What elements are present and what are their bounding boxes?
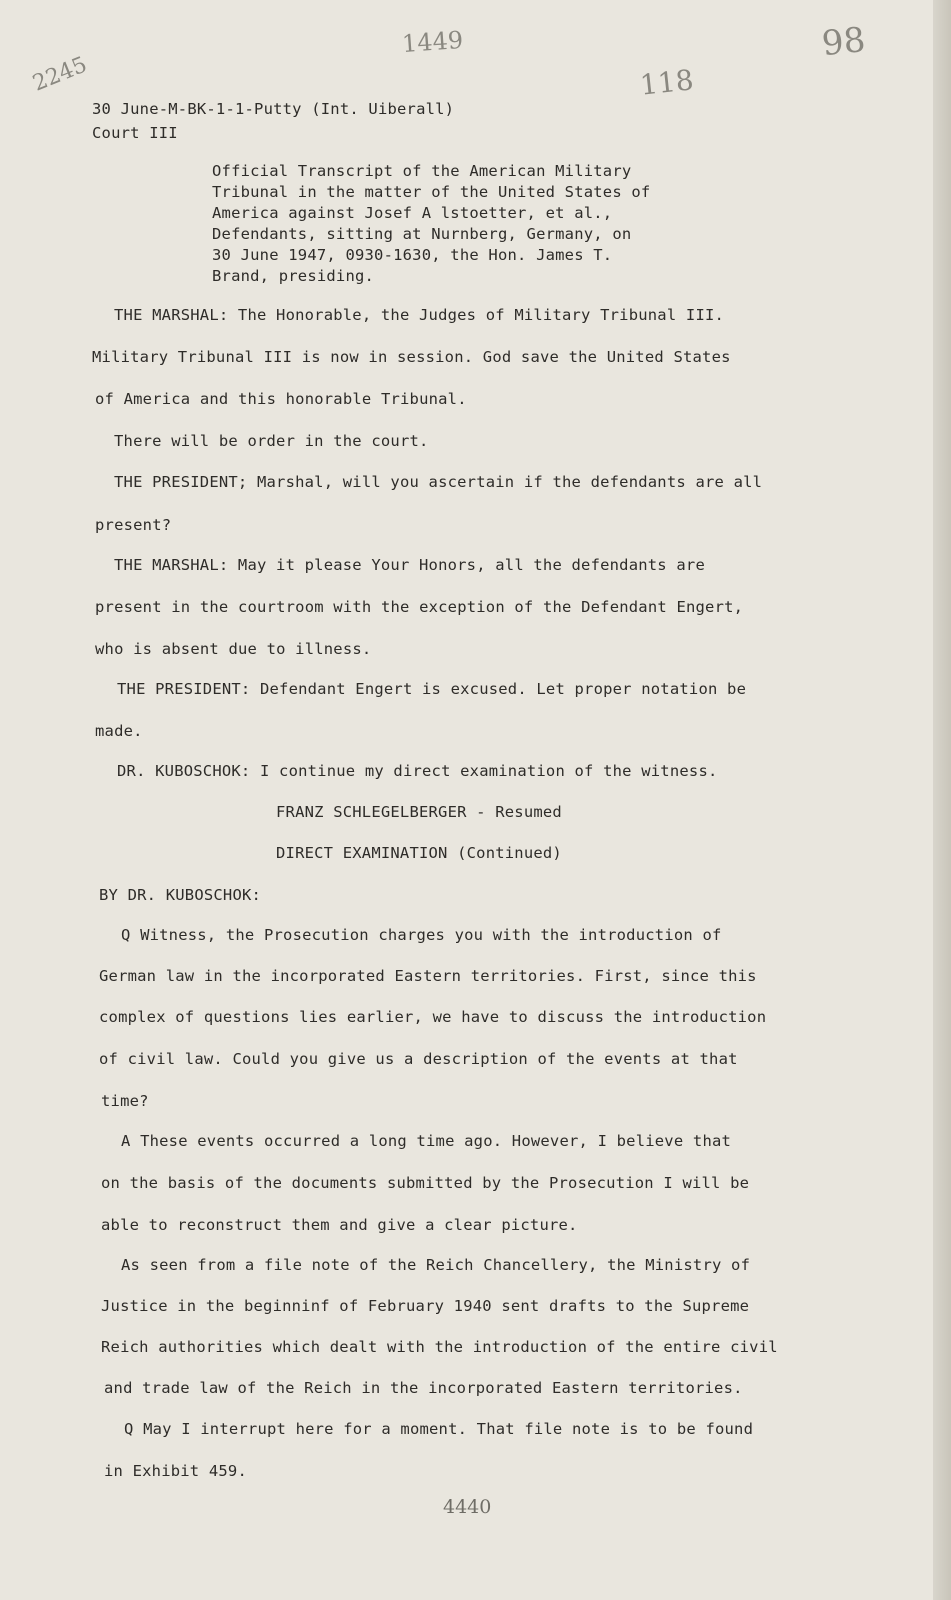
body-line: There will be order in the court. — [114, 432, 429, 450]
body-line: who is absent due to illness. — [95, 640, 372, 658]
page-number: 4440 — [443, 1496, 492, 1518]
body-line: complex of questions lies earlier, we have to discuss the introduction — [99, 1008, 767, 1026]
body-line: on the basis of the documents submitted by the Prosecution I will be — [101, 1174, 750, 1192]
page-edge-shadow — [933, 0, 951, 1600]
body-line: Q May I interrupt here for a moment. That file note is to be found — [124, 1420, 754, 1438]
body-line: able to reconstruct them and give a clear picture. — [101, 1216, 578, 1234]
body-line: DIRECT EXAMINATION (Continued) — [276, 844, 562, 862]
body-line: of America and this honorable Tribunal. — [95, 390, 467, 408]
body-line: THE MARSHAL: The Honorable, the Judges of Military Tribunal III. — [114, 306, 725, 324]
body-line: in Exhibit 459. — [104, 1462, 247, 1480]
body-line: DR. KUBOSCHOK: I continue my direct examination of the witness. — [117, 762, 718, 780]
annotation-top-right: 98 — [820, 19, 868, 65]
body-line: As seen from a file note of the Reich Chancellery, the Ministry of — [121, 1256, 751, 1274]
body-line: made. — [95, 722, 143, 740]
caption-line: Brand, presiding. — [212, 267, 375, 285]
body-line: Reich authorities which dealt with the introduction of the entire civil — [101, 1338, 778, 1356]
body-line: THE PRESIDENT; Marshal, will you ascertain if the defendants are all — [114, 473, 763, 491]
body-line: THE PRESIDENT: Defendant Engert is excused. Let proper notation be — [117, 680, 747, 698]
body-line: present in the courtroom with the exception of the Defendant Engert, — [95, 598, 744, 616]
body-line: FRANZ SCHLEGELBERGER - Resumed — [276, 803, 562, 821]
caption-line: America against Josef A lstoetter, et al., — [212, 204, 613, 222]
annotation-top-center-right: 118 — [638, 63, 696, 102]
body-line: BY DR. KUBOSCHOK: — [99, 886, 262, 904]
body-line: Justice in the beginninf of February 1940 sent drafts to the Supreme — [101, 1297, 750, 1315]
header-line-1: 30 June-M-BK-1-1-Putty (Int. Uiberall) — [92, 100, 455, 118]
body-line: of civil law. Could you give us a description of the events at that — [99, 1050, 738, 1068]
body-line: Q Witness, the Prosecution charges you with the introduction of — [121, 926, 722, 944]
body-line: Military Tribunal III is now in session. God save the United States — [92, 348, 731, 366]
body-line: THE MARSHAL: May it please Your Honors, all the defendants are — [114, 556, 705, 574]
header-line-2: Court III — [92, 124, 178, 142]
body-line: German law in the incorporated Eastern territories. First, since this — [99, 967, 757, 985]
caption-line: Tribunal in the matter of the United States of — [212, 183, 651, 201]
caption-line: 30 June 1947, 0930-1630, the Hon. James T. — [212, 246, 613, 264]
annotation-top-left: 2245 — [29, 52, 91, 97]
caption-line: Official Transcript of the American Military — [212, 162, 632, 180]
body-line: A These events occurred a long time ago. However, I believe that — [121, 1132, 732, 1150]
caption-line: Defendants, sitting at Nurnberg, Germany, on — [212, 225, 632, 243]
body-line: present? — [95, 516, 172, 534]
body-line: and trade law of the Reich in the incorporated Eastern territories. — [104, 1379, 743, 1397]
annotation-top-center: 1449 — [401, 25, 464, 59]
body-line: time? — [101, 1092, 149, 1110]
